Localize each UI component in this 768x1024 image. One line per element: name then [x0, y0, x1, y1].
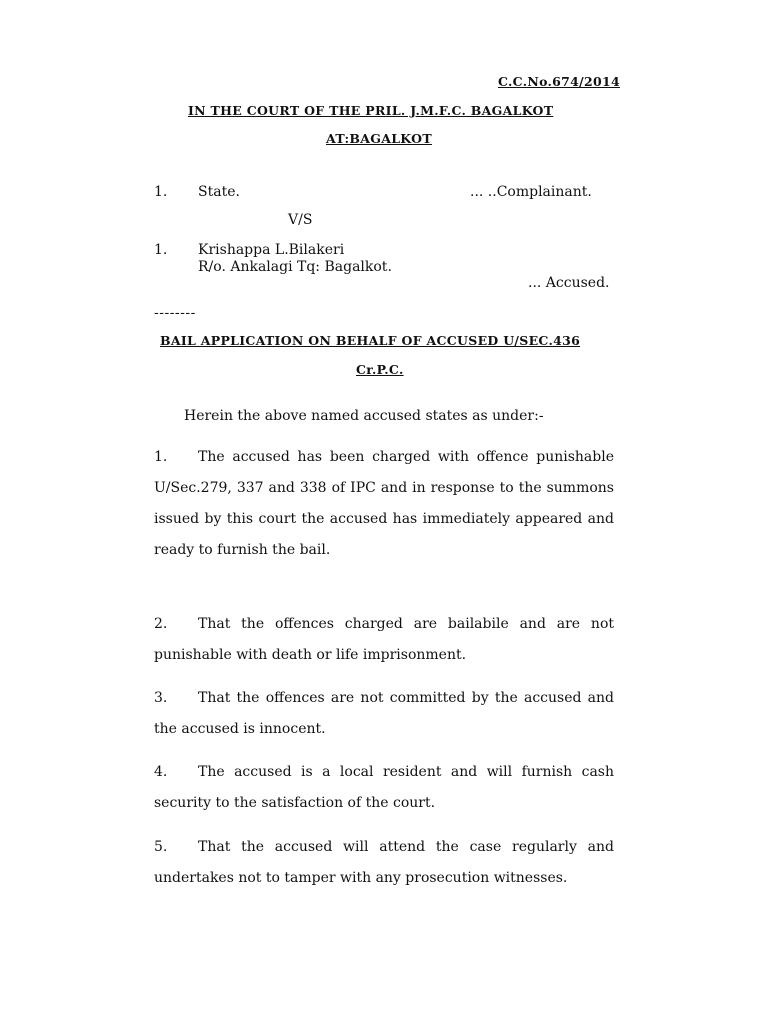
- accused-role: ... Accused.: [528, 275, 610, 291]
- court-title: IN THE COURT OF THE PRIL. J.M.F.C. BAGALKOT: [188, 103, 554, 118]
- paragraph-number: 2.: [154, 616, 168, 632]
- application-title: BAIL APPLICATION ON BEHALF OF ACCUSED U/SEC.436: [160, 333, 581, 348]
- paragraph-text: That the offences are not committed by the accused and the accused is innocent.: [154, 690, 614, 737]
- paragraph-4: [154, 757, 614, 819]
- application-title-continued: Cr.P.C.: [356, 362, 404, 377]
- paragraph-text: That the accused will attend the case regularly and undertakes not to tamper with any prosecution witnesses.: [154, 839, 614, 886]
- paragraph-text: The accused has been charged with offence punishable U/Sec.279, 337 and 338 of IPC and in response to the summons issued by this court the accused has immediately appeared and ready to furnish the bail.: [154, 449, 614, 558]
- paragraph-1: [154, 442, 614, 566]
- court-location: AT:BAGALKOT: [326, 131, 432, 146]
- accused-name: Krishappa L.Bilakeri: [198, 242, 345, 258]
- complainant-number: 1.: [154, 184, 168, 200]
- accused-number: 1.: [154, 242, 168, 258]
- paragraph-5: [154, 832, 614, 894]
- paragraph-text: The accused is a local resident and will furnish cash security to the satisfaction of the court.: [154, 764, 614, 811]
- paragraph-text: That the offences charged are bailabile and are not punishable with death or life imprisonment.: [154, 616, 614, 663]
- paragraph-number: 3.: [154, 690, 168, 706]
- paragraph-2: [154, 609, 614, 671]
- complainant-role: ... ..Complainant.: [470, 184, 592, 200]
- complainant-name: State.: [198, 184, 240, 200]
- paragraph-number: 4.: [154, 764, 168, 780]
- separator-line: --------: [154, 305, 196, 321]
- paragraph-number: 5.: [154, 839, 168, 855]
- paragraph-number: 1.: [154, 449, 168, 465]
- versus-label: V/S: [288, 212, 313, 228]
- case-number: C.C.No.674/2014: [498, 74, 621, 89]
- intro-statement: Herein the above named accused states as under:-: [184, 408, 544, 424]
- paragraph-3: [154, 683, 614, 745]
- accused-address: R/o. Ankalagi Tq: Bagalkot.: [198, 259, 392, 275]
